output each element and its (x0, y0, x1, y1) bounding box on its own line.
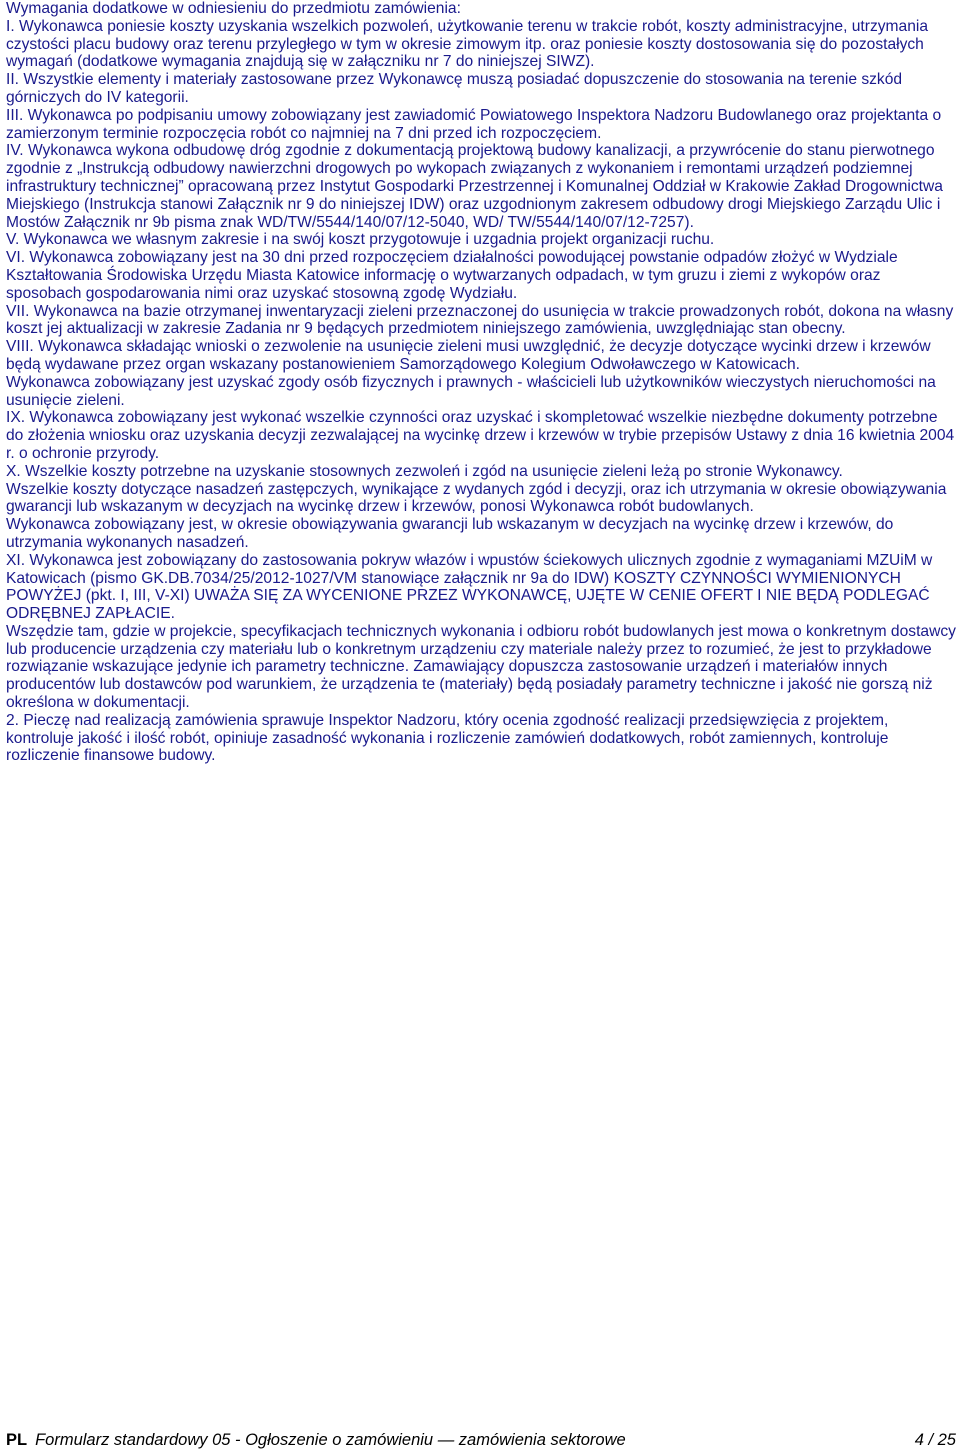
paragraph-VIII-consents: Wykonawca zobowiązany jest uzyskać zgody osób fizycznych i prawnych - właścicieli lub użytkowników wieczystych nieruchomości na usunięcie zieleni. (6, 373, 936, 409)
form-title: Formularz standardowy 05 - Ogłoszenie o zamówieniu — zamówienia sektorowe (35, 1431, 626, 1449)
paragraph-VII: VII. Wykonawca na bazie otrzymanej inwentaryzacji zieleni przeznaczonej do usunięcia w trakcie prowadzonych robót, dokona na własny koszt jej aktualizacji w zakresie Zadania nr 9 będących przedmiotem niniejszego zamówienia, uwzględniając stan obecny. (6, 302, 954, 338)
paragraph-I: I. Wykonawca poniesie koszty uzyskania wszelkich pozwoleń, użytkowanie terenu w trakcie robót, koszty administracyjne, utrzymania czystości placu budowy oraz terenu przyległego w tym w okresie zimowym itp. oraz poniesie koszty dostosowania się do pozostałych wymagań (dodatkowe wymagania znajdują się w załączniku nr 7 do niniejszej SIWZ). (6, 17, 929, 71)
page-number: 4 / 25 (914, 1431, 956, 1449)
paragraph-2-supervision: 2. Pieczę nad realizacją zamówienia sprawuje Inspektor Nadzoru, który ocenia zgodność realizacji przedsięwzięcia z projektem, kontroluje jakość i ilość robót, opiniuje zasadność wykonania i rozliczenie zamówień dodatkowych, robót zamiennych, kontroluje rozliczenie finansowe budowy. (6, 711, 889, 765)
paragraph-IV: IV. Wykonawca wykona odbudowę dróg zgodnie z dokumentacją projektową budowy kanalizacji, a przywrócenie do stanu pierwotnego zgodnie z „Instrukcją odbudowy nawierzchni drogowych po wykopach związanych z wykonaniem i remontami urządzeń podziemnej infrastruktury technicznej” opracowaną przez Instytut Gospodarki Przestrzennej i Komunalnej Oddział w Krakowie Zakład Drogownictwa Miejskiego (Instrukcja stanowi Załącznik nr 9 do niniejszej IDW) oraz uzgodnionym zakresem odbudowy drogi Miejskiego Zarządu Ulic i Mostów Załącznik nr 9b pisma znak WD/TW/5544/140/07/12-5040, WD/ TW/5544/140/07/12-7257). (6, 142, 943, 231)
document-body (6, 0, 956, 765)
paragraph-II: II. Wszystkie elementy i materiały zastosowane przez Wykonawcę muszą posiadać dopuszczenie do stosowania na terenie szkód górniczych do IV kategorii. (6, 71, 903, 106)
paragraph-III: III. Wykonawca po podpisaniu umowy zobowiązany jest zawiadomić Powiatowego Inspektora Nadzoru Budowlanego oraz projektanta o zamierzonym terminie rozpoczęcia robót co najmniej na 7 dni przed ich rozpoczęciem. (6, 106, 942, 142)
paragraph-VI: VI. Wykonawca zobowiązany jest na 30 dni przed rozpoczęciem działalności powodującej powstanie odpadów złożyć w Wydziale Kształtowania Środowiska Urzędu Miasta Katowice informację o wytwarzanych odpadach, w tym gruzu i ziemi z wykopów oraz sposobach gospodarowania nimi oraz uzyskać stosowną zgodę Wydziału. (6, 249, 898, 302)
paragraph-XI: XI. Wykonawca jest zobowiązany do zastosowania pokryw włazów i wpustów ściekowych ulicznych zgodnie z wymaganiami MZUiM w Katowicach (pismo GK.DB.7034/25/2012-1027/VM stanowiące załącznik nr 9a do IDW) KOSZTY CZYNNOŚCI WYMIENIONYCH POWYŻEJ (pkt. I, III, V-XI) UWAŻA SIĘ ZA WYCENIONE PRZEZ WYKONAWCĘ, UJĘTE W CENIE OFERT I NIE BĘDĄ PODLEGAĆ ODRĘBNEJ ZAPŁACIE. (6, 551, 933, 623)
paragraph-X-replacement-plantings: Wszelkie koszty dotyczące nasadzeń zastępczych, wynikające z wydanych zgód i decyzji, oraz ich utrzymania w okresie obowiązywania gwarancji lub wskazanym w decyzjach na wycinkę drzew i krzewów, ponosi Wykonawca robót budowlanych. (6, 480, 947, 516)
paragraph-equivalents: Wszędzie tam, gdzie w projekcie, specyfikacjach technicznych wykonania i odbioru robót budowlanych jest mowa o konkretnym dostawcy lub producencie urządzenia czy materiału lub o konkretnym urządzeniu czy materiale należy przez to rozumieć, że jest to przykładowe rozwiązanie wskazujące jedynie ich parametry techniczne. Zamawiający dopuszcza zastosowanie urządzeń i materiałów innych producentów lub dostawców pod warunkiem, że urządzenia te (materiały) będą posiadały parametry techniczne i jakość nie gorszą niż określona w dokumentacji. (6, 622, 956, 712)
paragraph-X-maintenance: Wykonawca zobowiązany jest, w okresie obowiązywania gwarancji lub wskazanym w decyzjach na wycinkę drzew i krzewów, do utrzymania wykonanych nasadzeń. (6, 516, 894, 551)
language-code: PL (6, 1431, 28, 1449)
section-heading: Wymagania dodatkowe w odniesieniu do przedmiotu zamówienia: (6, 0, 461, 17)
paragraph-VIII: VIII. Wykonawca składając wnioski o zezwolenie na usunięcie zieleni musi uwzględnić, że decyzje dotyczące wycinki drzew i krzewów będą wydawane przez organ wskazany postanowieniem Samorządowego Kolegium Odwoławczego w Katowicach. (6, 338, 931, 373)
page-footer (6, 1430, 960, 1450)
paragraph-IX: IX. Wykonawca zobowiązany jest wykonać wszelkie czynności oraz uzyskać i skompletować wszelkie niezbędne dokumenty potrzebne do złożenia wniosku oraz uzyskania decyzji zezwalającej na wycinkę drzew i krzewów w trybie przepisów Ustawy z dnia 16 kwietnia 2004 r. o ochronie przyrody. (6, 409, 955, 462)
paragraph-V: V. Wykonawca we własnym zakresie i na swój koszt przygotowuje i uzgadnia projekt organizacji ruchu. (6, 231, 715, 249)
paragraph-X: X. Wszelkie koszty potrzebne na uzyskanie stosownych zezwoleń i zgód na usunięcie zieleni leżą po stronie Wykonawcy. (6, 462, 843, 480)
